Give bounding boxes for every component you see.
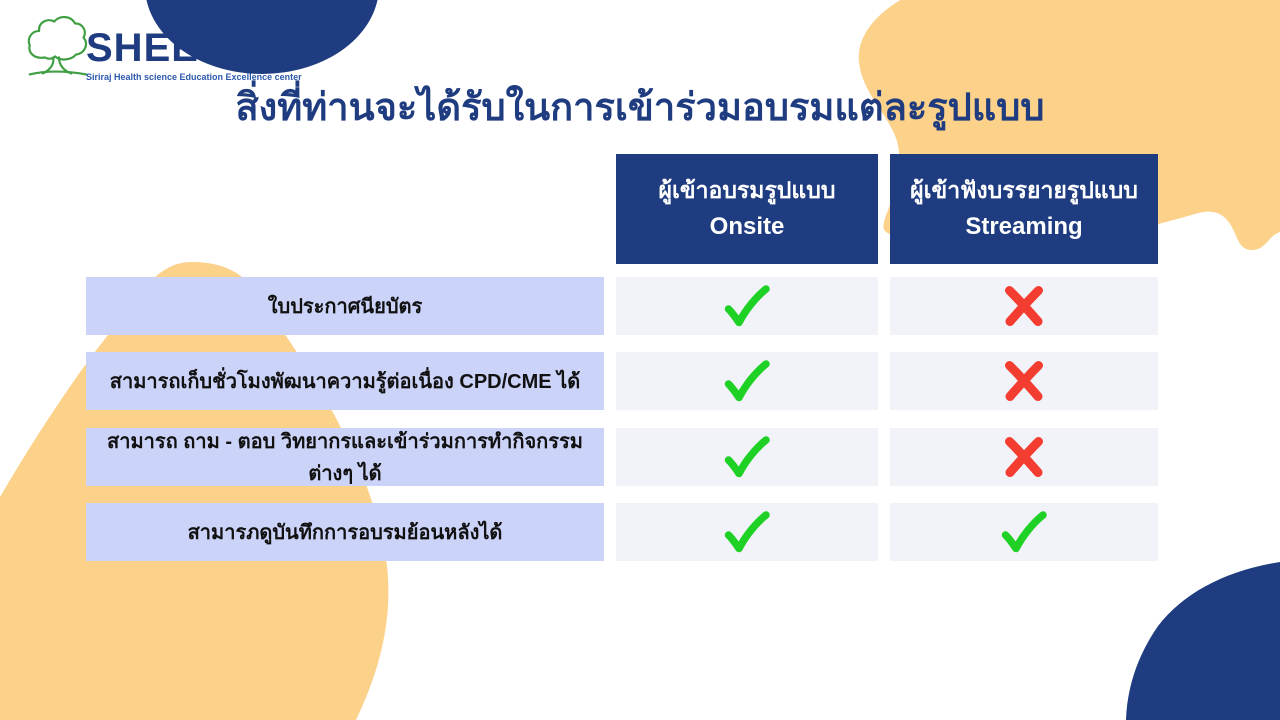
shee-logo [24,14,302,82]
row-label-qa-activities: สามารถ ถาม - ตอบ วิทยากรและเข้าร่วมการทำกิจกรรมต่างๆ ได้ [86,428,604,486]
result-cell [890,277,1158,335]
check-icon [998,509,1050,555]
cross-icon [998,434,1050,480]
result-cell [616,503,878,561]
check-icon [721,283,773,329]
row-label-cpd-cme: สามารถเก็บชั่วโมงพัฒนาความรู้ต่อเนื่อง CPD/CME ได้ [86,352,604,410]
result-cell [616,277,878,335]
logo-tagline: Siriraj Health science Education Excellence center [86,72,302,82]
check-icon [721,509,773,555]
page-title: สิ่งที่ท่านจะได้รับในการเข้าร่วมอบรมแต่ละรูปแบบ [235,87,1045,129]
column-header-onsite-line2: Onsite [709,213,785,241]
result-cell [890,428,1158,486]
result-cell [890,503,1158,561]
row-label-certificate: ใบประกาศนียบัตร [86,277,604,335]
column-header-streaming [890,154,1158,264]
column-header-onsite-line1: ผู้เข้าอบรมรูปแบบ [658,176,836,203]
blob-bottom-right-navy [1126,562,1280,720]
cross-icon [998,283,1050,329]
check-icon [721,434,773,480]
result-cell [616,352,878,410]
result-cell [890,352,1158,410]
column-header-streaming-line1: ผู้เข้าฟังบรรยายรูปแบบ [910,176,1138,203]
logo-text: SHEE [86,26,199,70]
check-icon [721,358,773,404]
column-header-streaming-line2: Streaming [965,213,1083,241]
row-label-replay: สามารภดูบันทึกการอบรมย้อนหลังได้ [86,503,604,561]
cross-icon [998,358,1050,404]
result-cell [616,428,878,486]
column-header-onsite [616,154,878,264]
tree-icon [24,14,92,80]
